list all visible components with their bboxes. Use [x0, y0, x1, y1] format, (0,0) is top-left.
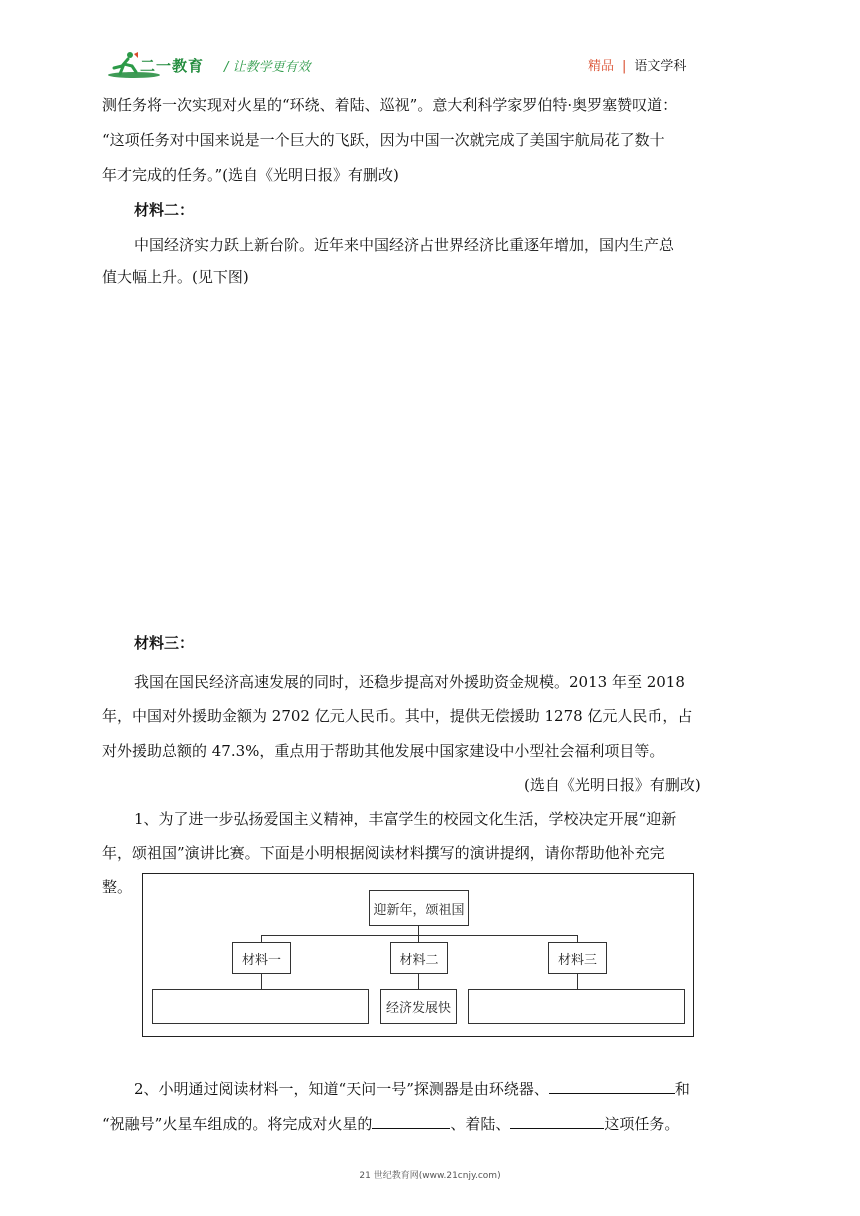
source-citation: (选自《光明日报》有删改) [524, 776, 701, 794]
connector-line [261, 974, 262, 989]
page-footer: 21 世纪教育网(www.21cnjy.com) [359, 1171, 501, 1181]
outline-material-three-node: 材料三 [548, 942, 607, 974]
paragraph-line: “这项任务对中国来说是一个巨大的飞跃，因为中国一次就完成了美国宇航局花了数十 [102, 131, 665, 149]
connector-line [418, 974, 419, 989]
outline-root-node: 迎新年，颂祖国 [369, 890, 469, 926]
paragraph-line: 我国在国民经济高速发展的同时，还稳步提高对外援助资金规模。2013 年至 2018 [134, 673, 685, 691]
material-two-answer-node: 经济发展快 [380, 989, 457, 1024]
header-right [588, 55, 686, 74]
brand-slogan: / 让教学更有效 [224, 60, 311, 75]
material-three-title: 材料三： [134, 634, 195, 652]
header-separator: | [622, 59, 627, 74]
question-two-text: 和 [674, 1080, 690, 1098]
paragraph-line: 测任务将一次实现对火星的“环绕、着陆、巡视”。意大利科学家罗伯特·奥罗塞赞叹道： [102, 96, 678, 114]
material-three-answer-box[interactable] [468, 989, 685, 1024]
material-two-title: 材料二： [134, 201, 195, 219]
paragraph-line: 年，中国对外援助金额为 2702 亿元人民币。其中，提供无偿援助 1278 亿元人民币，占 [102, 707, 693, 725]
fill-blank-1[interactable] [549, 1079, 675, 1094]
fill-blank-3[interactable] [510, 1114, 604, 1129]
question-one-line: 年，颂祖国”演讲比赛。下面是小明根据阅读材料撰写的演讲提纲，请你帮助他补充完 [102, 844, 665, 862]
question-two-line-1 [134, 1079, 690, 1098]
fill-blank-2[interactable] [372, 1114, 450, 1129]
question-one-line: 1、为了进一步弘扬爱国主义精神，丰富学生的校园文化生活，学校决定开展“迎新 [134, 810, 677, 828]
paragraph-line: 对外援助总额的 47.3%，重点用于帮助其他发展中国家建设中小型社会福利项目等。 [102, 742, 665, 760]
connector-line [577, 935, 578, 942]
subject-label: 语文学科 [634, 59, 687, 74]
connector-line [261, 935, 577, 936]
question-two-text: 这项任务。 [604, 1115, 680, 1133]
outline-material-one-node: 材料一 [232, 942, 291, 974]
connector-line [261, 935, 262, 942]
material-one-answer-box[interactable] [152, 989, 369, 1024]
question-two-text: 2、小明通过阅读材料一，知道“天问一号”探测器是由环绕器、 [134, 1080, 549, 1098]
question-one-line: 整。 [102, 878, 133, 896]
paragraph-line: 值大幅上升。(见下图) [102, 268, 249, 286]
connector-line [577, 974, 578, 989]
premium-badge: 精品 [588, 59, 615, 74]
connector-line [418, 935, 419, 942]
paragraph-line: 中国经济实力跃上新台阶。近年来中国经济占世界经济比重逐年增加，国内生产总 [134, 236, 675, 254]
question-two-text: 、着陆、 [450, 1115, 511, 1133]
question-two-line-2 [102, 1114, 679, 1133]
paragraph-line: 年才完成的任务。”(选自《光明日报》有删改) [102, 166, 399, 184]
question-two-text: “祝融号”火星车组成的。将完成对火星的 [102, 1115, 373, 1133]
outline-material-two-node: 材料二 [390, 942, 448, 974]
brand-name: 二一教育 [140, 57, 205, 75]
